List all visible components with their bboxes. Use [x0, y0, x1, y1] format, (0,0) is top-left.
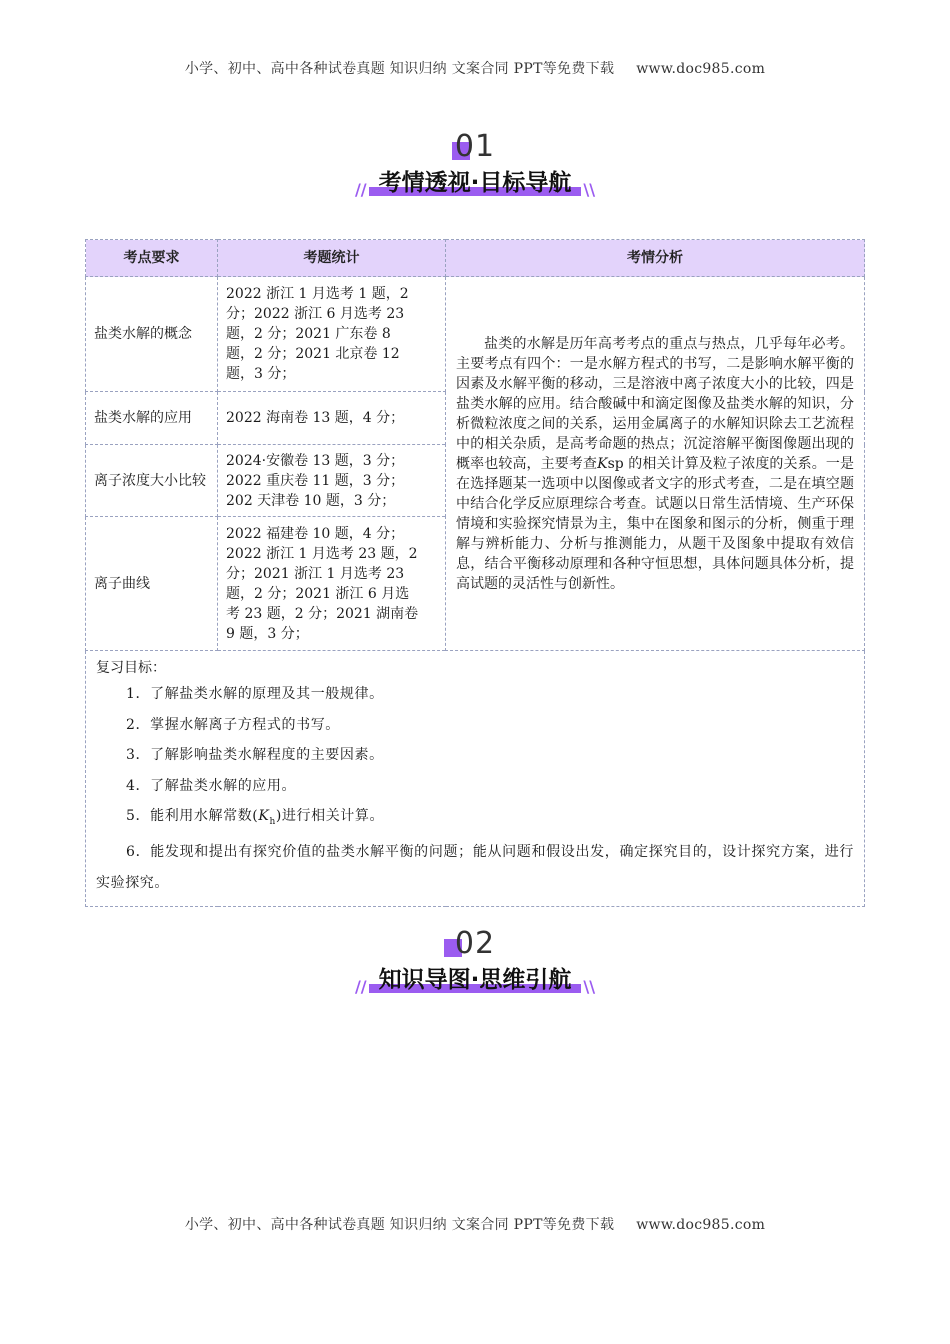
goal-item: 4．了解盐类水解的应用。: [126, 777, 297, 794]
goal-item: 1．了解盐类水解的原理及其一般规律。: [126, 686, 384, 702]
header-url[interactable]: www.doc985.com: [636, 61, 766, 77]
slash-decoration-right: \\: [583, 977, 596, 996]
section-number: 02: [454, 926, 496, 961]
review-goals: [86, 651, 865, 907]
goals-title: 复习目标：: [96, 660, 166, 676]
footer-text: 小学、初中、高中各种试卷真题 知识归纳 文案合同 PPT等免费下载: [184, 1217, 615, 1233]
section-title: 知识导图·思维引航: [373, 965, 578, 995]
page-footer: [0, 1214, 950, 1234]
topic-cell: 盐类水解的应用: [86, 392, 218, 445]
column-header: 考点要求: [86, 240, 218, 277]
stats-cell: 2024·安徽卷 13 题，3 分； 2022 重庆卷 11 题，3 分； 202 天津卷 10 题，3 分；: [218, 445, 446, 517]
goal-item: 3．了解影响盐类水解程度的主要因素。: [126, 747, 384, 763]
slash-decoration-left: //: [354, 977, 367, 996]
stats-cell: 2022 福建卷 10 题，4 分； 2022 浙江 1 月选考 23 题，2 分；2021 浙江 1 月选考 23 题，2 分；2021 浙江 6 月选 考 23 题，2 分；2021 湖南卷 9 题，3 分；: [218, 517, 446, 651]
stats-cell: 2022 海南卷 13 题，4 分；: [218, 392, 446, 445]
section-number: 01: [454, 129, 496, 164]
stats-cell: 2022 浙江 1 月选考 1 题，2 分；2022 浙江 6 月选考 23 题，2 分；2021 广东卷 8 题，2 分；2021 北京卷 12 题，3 分；: [218, 277, 446, 392]
section-title: 考情透视·目标导航: [373, 168, 578, 198]
goals-row: [86, 651, 865, 907]
section-1-heading: [0, 128, 950, 208]
page-header: [0, 58, 950, 78]
column-header: 考题统计: [218, 240, 446, 277]
header-text: 小学、初中、高中各种试卷真题 知识归纳 文案合同 PPT等免费下载: [184, 61, 615, 77]
slash-decoration-left: //: [354, 180, 367, 199]
exam-analysis-table: [85, 239, 865, 907]
goal-item: 6．能发现和提出有探究价值的盐类水解平衡的问题；能从问题和假设出发，确定探究目的，设计探究方案，进行实验探究。: [96, 844, 854, 891]
table-header-row: [86, 240, 865, 277]
analysis-text: 盐类的水解是历年高考考点的重点与热点，几乎每年必考。主要考点有四个：一是水解方程式的书写，二是影响水解平衡的因素及水解平衡的移动，三是溶液中离子浓度大小的比较，四是盐类水解的应用。结合酸碱中和滴定图像及盐类水解的知识，分析微粒浓度之间的关系，运用金属离子的水解知识除去工艺流程中的相关杂质，是高考命题的热点；沉淀溶解平衡图像题出现的概率也较高，主要考查Ksp 的相关计算及粒子浓度的关系。一是在选择题某一选项中以图像或者文字的形式考查，二是在填空题中结合化学反应原理综合考查。试题以日常生活情境、生产环保情境和实验探究情景为主，集中在图象和图示的分析，侧重于理解与辨析能力、分析与推测能力，从题干及图象中提取有效信息，结合平衡移动原理和各种守恒思想，具体问题具体分析，提高试题的灵活性与创新性。: [456, 335, 854, 592]
goal-item: 5．能利用水解常数$(K_h)$进行相关计算。: [126, 808, 385, 827]
topic-cell: 盐类水解的概念: [86, 277, 218, 392]
topic-cell: 离子浓度大小比较: [86, 445, 218, 517]
goal-item: 2．掌握水解离子方程式的书写。: [126, 716, 340, 733]
table-row: [86, 277, 865, 392]
topic-cell: 离子曲线: [86, 517, 218, 651]
footer-url[interactable]: www.doc985.com: [636, 1217, 766, 1233]
slash-decoration-right: \\: [583, 180, 596, 199]
section-2-heading: [0, 925, 950, 1005]
analysis-cell: [446, 277, 865, 651]
column-header: 考情分析: [446, 240, 865, 277]
